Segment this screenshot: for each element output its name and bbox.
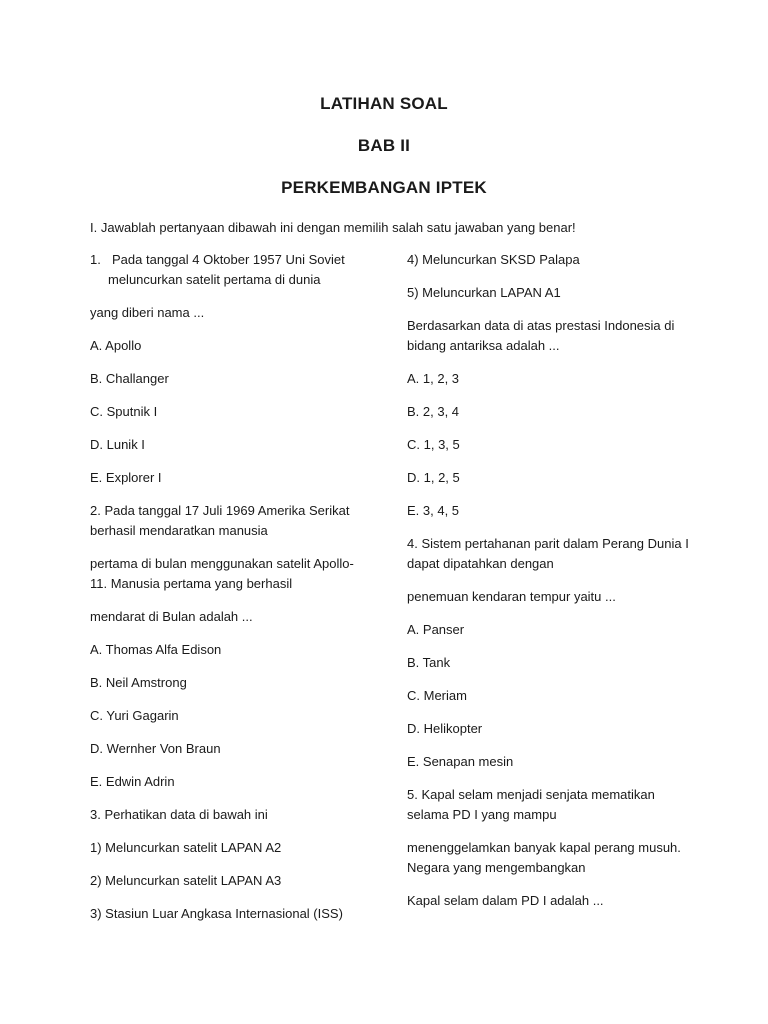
answer-option: D. Helikopter: [407, 721, 483, 736]
question-4: 4. Sistem pertahanan parit dalam Perang Dunia I dapat dipatahkan dengan: [407, 536, 689, 571]
answer-option: E. Edwin Adrin: [90, 774, 175, 789]
question-text: Pada tanggal 4 Oktober 1957 Uni Soviet meluncurkan satelit pertama di dunia: [108, 252, 345, 287]
question-5: 5. Kapal selam menjadi senjata mematikan selama PD I yang mampu: [407, 787, 655, 822]
answer-option: C. Sputnik I: [90, 404, 158, 419]
text-line: mendarat di Bulan adalah ...: [90, 609, 253, 624]
question-3: 3. Perhatikan data di bawah ini: [90, 807, 268, 822]
right-column: [407, 250, 689, 924]
answer-option: B. Challanger: [90, 371, 169, 386]
text-line: yang diberi nama ...: [90, 305, 205, 320]
answer-option: A. Thomas Alfa Edison: [90, 642, 222, 657]
data-item: 5) Meluncurkan LAPAN A1: [407, 285, 561, 300]
answer-option: B. 2, 3, 4: [407, 404, 460, 419]
answer-option: D. 1, 2, 5: [407, 470, 460, 485]
answer-option: A. Panser: [407, 622, 465, 637]
text-line: Kapal selam dalam PD I adalah ...: [407, 893, 604, 908]
data-item: 3) Stasiun Luar Angkasa Internasional (ISS): [90, 906, 343, 921]
instruction-text: I. Jawablah pertanyaan dibawah ini dengan memilih salah satu jawaban yang benar!: [90, 220, 576, 235]
answer-option: B. Neil Amstrong: [90, 675, 187, 690]
answer-option: B. Tank: [407, 655, 451, 670]
answer-option: E. Senapan mesin: [407, 754, 514, 769]
answer-option: D. Lunik I: [90, 437, 145, 452]
answer-option: E. 3, 4, 5: [407, 503, 460, 518]
section-title: PERKEMBANGAN IPTEK: [281, 178, 487, 197]
page-title: LATIHAN SOAL: [320, 94, 448, 113]
answer-option: D. Wernher Von Braun: [90, 741, 221, 756]
title-block: [0, 94, 768, 220]
answer-option: E. Explorer I: [90, 470, 162, 485]
left-column: [90, 250, 365, 937]
answer-option: A. 1, 2, 3: [407, 371, 460, 386]
data-item: 4) Meluncurkan SKSD Palapa: [407, 252, 580, 267]
question-1: [90, 250, 365, 290]
data-item: 1) Meluncurkan satelit LAPAN A2: [90, 840, 282, 855]
answer-option: A. Apollo: [90, 338, 142, 353]
chapter-title: BAB II: [357, 136, 411, 155]
answer-option: C. Yuri Gagarin: [90, 708, 179, 723]
text-line: penemuan kendaran tempur yaitu ...: [407, 589, 616, 604]
answer-option: C. 1, 3, 5: [407, 437, 460, 452]
text-line: menenggelamkan banyak kapal perang musuh. Negara yang mengembangkan: [407, 840, 681, 875]
question-2: 2. Pada tanggal 17 Juli 1969 Amerika Serikat berhasil mendaratkan manusia: [90, 503, 350, 538]
answer-option: C. Meriam: [407, 688, 467, 703]
text-line: Berdasarkan data di atas prestasi Indonesia di bidang antariksa adalah ...: [407, 318, 675, 353]
text-line: pertama di bulan menggunakan satelit Apollo-11. Manusia pertama yang berhasil: [90, 556, 354, 591]
question-number: 1.: [90, 252, 101, 267]
data-item: 2) Meluncurkan satelit LAPAN A3: [90, 873, 282, 888]
